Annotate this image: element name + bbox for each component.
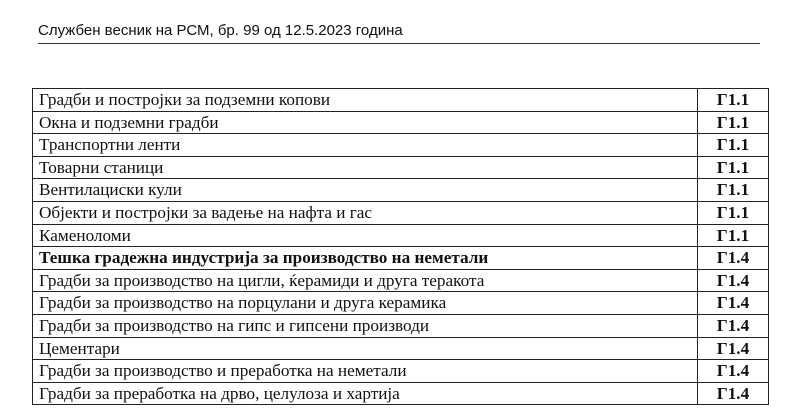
classification-table (32, 88, 769, 405)
category-code-cell: Г1.1 (698, 201, 769, 224)
category-code-cell: Г1.1 (698, 89, 769, 112)
category-code-cell: Г1.4 (698, 382, 769, 405)
table-row (33, 382, 769, 405)
building-type-cell: Товарни станици (33, 156, 698, 179)
building-type-cell: Објекти и постројки за вадење на нафта и гас (33, 201, 698, 224)
building-type-cell: Градби за преработка на дрво, целулоза и хартија (33, 382, 698, 405)
table-row (33, 314, 769, 337)
category-code-cell: Г1.1 (698, 179, 769, 202)
building-type-cell: Тешка градежна индустрија за производство на неметали (33, 247, 698, 270)
table-row (33, 360, 769, 383)
table-row (33, 156, 769, 179)
category-code-cell: Г1.4 (698, 269, 769, 292)
building-type-cell: Каменоломи (33, 224, 698, 247)
building-type-cell: Транспортни ленти (33, 134, 698, 157)
classification-table-container (32, 88, 768, 405)
building-type-cell: Цементари (33, 337, 698, 360)
building-type-cell: Окна и подземни градби (33, 111, 698, 134)
table-row (33, 89, 769, 112)
table-row (33, 134, 769, 157)
category-code-cell: Г1.1 (698, 156, 769, 179)
category-code-cell: Г1.4 (698, 337, 769, 360)
table-row (33, 201, 769, 224)
building-type-cell: Градби за производство на порцулани и друга керамика (33, 292, 698, 315)
table-row (33, 337, 769, 360)
table-row (33, 269, 769, 292)
building-type-cell: Градби за производство на цигли, ќерамиди и друга теракота (33, 269, 698, 292)
building-type-cell: Градби за производство и преработка на неметали (33, 360, 698, 383)
table-row (33, 111, 769, 134)
category-code-cell: Г1.1 (698, 224, 769, 247)
building-type-cell: Градби за производство на гипс и гипсени производи (33, 314, 698, 337)
table-row (33, 247, 769, 270)
category-code-cell: Г1.1 (698, 111, 769, 134)
gazette-header: Службен весник на РСМ, бр. 99 од 12.5.2023 година (38, 22, 760, 44)
building-type-cell: Вентилациски кули (33, 179, 698, 202)
category-code-cell: Г1.1 (698, 134, 769, 157)
category-code-cell: Г1.4 (698, 314, 769, 337)
classification-table-body (33, 89, 769, 405)
table-row (33, 179, 769, 202)
table-row (33, 224, 769, 247)
category-code-cell: Г1.4 (698, 292, 769, 315)
table-row (33, 292, 769, 315)
category-code-cell: Г1.4 (698, 247, 769, 270)
category-code-cell: Г1.4 (698, 360, 769, 383)
building-type-cell: Градби и постројки за подземни копови (33, 89, 698, 112)
